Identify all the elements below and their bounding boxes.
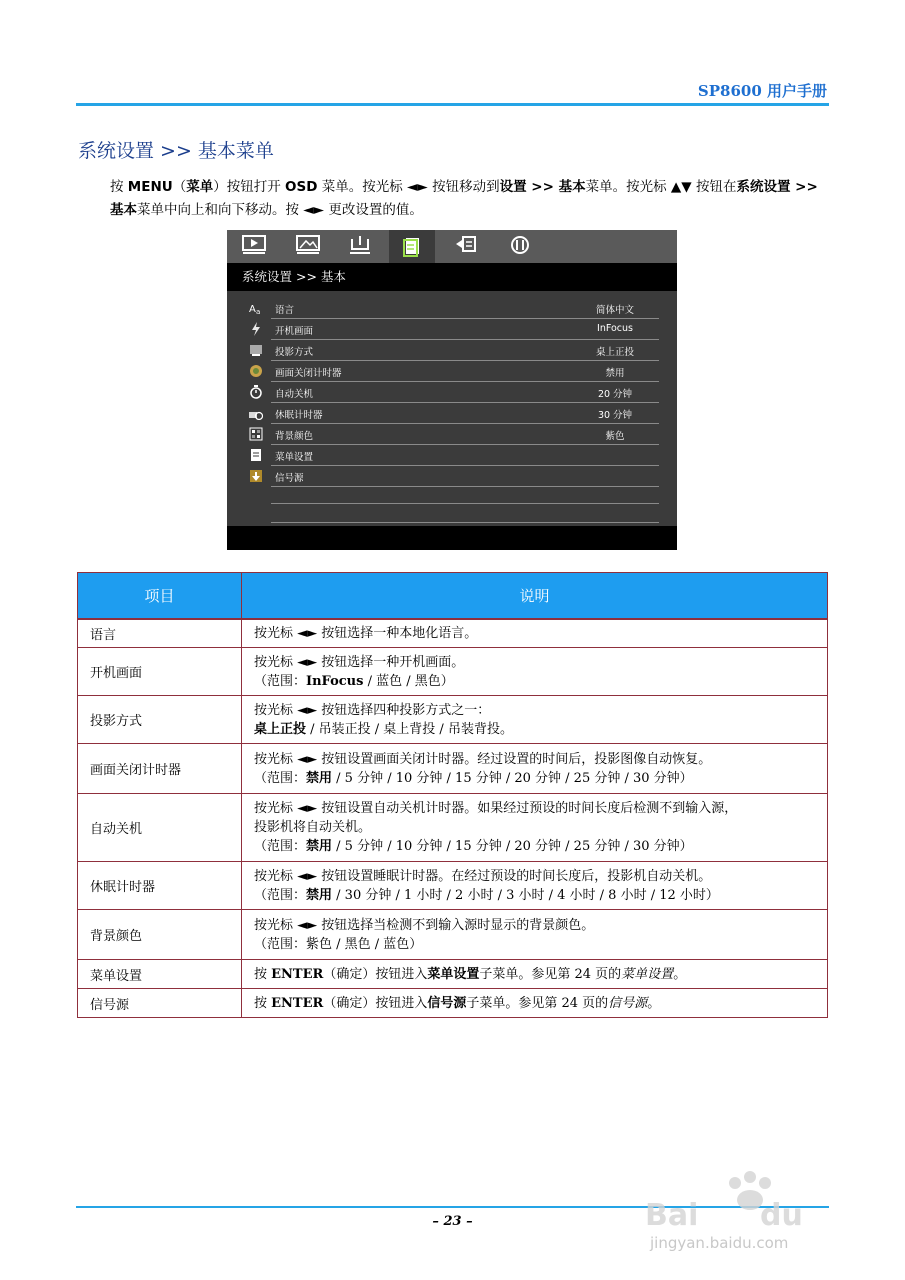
osd-item-blank-timer: 画面关闭计时器 禁用 (249, 362, 659, 382)
description-table (77, 572, 828, 1018)
header-title: SP8600 用户手册 (697, 82, 827, 100)
osd-item-sleep-timer: 休眠计时器 30 分钟 (249, 404, 659, 424)
language-icon (249, 301, 263, 315)
table-row: 信号源 按 ENTER（确定）按钮进入信号源子菜单。参见第 24 页的信号源。 (78, 989, 828, 1018)
image-icon (295, 233, 321, 257)
system-icon (389, 230, 435, 263)
osd-item-source: 信号源 (249, 467, 659, 487)
osd-item-auto-power-off: 自动关机 20 分钟 (249, 383, 659, 403)
header-rule (76, 103, 829, 106)
watermark-url: jingyan.baidu.com (650, 1234, 789, 1252)
sleep-timer-icon (249, 406, 263, 420)
table-row: 菜单设置 按 ENTER（确定）按钮进入菜单设置子菜单。参见第 24 页的菜单设置。 (78, 960, 828, 989)
info-icon (507, 233, 533, 257)
osd-tab-bar (227, 230, 677, 263)
table-header-row (78, 573, 828, 620)
osd-item-splash: 开机画面 InFocus (249, 320, 659, 340)
osd-title: 系统设置 >> 基本 (227, 263, 677, 291)
splash-icon (249, 322, 263, 336)
osd-menu-screenshot (227, 230, 677, 550)
osd-item-background-color: 背景颜色 紫色 (249, 425, 659, 445)
blank-timer-icon (249, 364, 263, 378)
osd-item-language: A a 语言 简体中文 (249, 299, 659, 319)
col-header-item: 项目 (78, 573, 242, 620)
table-row: 开机画面 按光标 ◄► 按钮选择一种开机画面。 （范围：InFocus / 蓝色 / 黑色） (78, 648, 828, 696)
osd-item-menu-settings: 菜单设置 (249, 446, 659, 466)
osd-item-projection: 投影方式 桌上正投 (249, 341, 659, 361)
projection-icon (249, 343, 263, 357)
menu-settings-icon (249, 448, 263, 462)
table-row: 投影方式 按光标 ◄► 按钮选择四种投影方式之一： 桌上正投 / 吊装正投 / 桌上背投 / 吊装背投。 (78, 696, 828, 744)
svg-text:Bai: Bai (645, 1198, 699, 1233)
osd-bottom-bar (227, 526, 677, 550)
page-number: – 23 – (432, 1214, 473, 1229)
setup-icon (347, 233, 373, 257)
intro-paragraph: 按 MENU（菜单）按钮打开 OSD 菜单。按光标 ◄► 按钮移动到设置 >> 基本菜单。按光标 ▲▼ 按钮在系统设置 >> 基本菜单中向上和向下移动。按 ◄► 更改设置的值。 (110, 179, 818, 218)
svg-text:A: A (249, 304, 256, 315)
table-row: 画面关闭计时器 按光标 ◄► 按钮设置画面关闭计时器。经过设置的时间后，投影图像自动恢复。 （范围：禁用 / 5 分钟 / 10 分钟 / 15 分钟 / 20 分钟 / 25 分钟 / 30 分钟） (78, 744, 828, 794)
source-icon (249, 469, 263, 483)
auto-power-off-icon (249, 385, 263, 399)
table-row: 背景颜色 按光标 ◄► 按钮选择当检测不到输入源时显示的背景颜色。 （范围：紫色 / 黑色 / 蓝色） (78, 910, 828, 960)
picture-icon (241, 233, 267, 257)
background-color-icon (249, 427, 263, 441)
table-row: 语言 按光标 ◄► 按钮选择一种本地化语言。 (78, 619, 828, 648)
svg-text:du: du (760, 1198, 803, 1233)
section-title: 系统设置 >> 基本菜单 (78, 140, 274, 162)
table-row: 自动关机 按光标 ◄► 按钮设置自动关机计时器。如果经过预设的时间长度后检测不到输入源， 投影机将自动关机。 （范围：禁用 / 5 分钟 / 10 分钟 / 15 分钟 / 20 分钟 / 25 分钟 / 30 分钟） (78, 794, 828, 862)
col-header-desc: 说明 (242, 573, 828, 620)
advanced-icon (453, 233, 479, 257)
svg-text:a: a (256, 308, 261, 315)
table-row: 休眠计时器 按光标 ◄► 按钮设置睡眠计时器。在经过预设的时间长度后，投影机自动关机。 （范围：禁用 / 30 分钟 / 1 小时 / 2 小时 / 3 小时 / 4 小时 / 8 小时 / 12 小时） (78, 862, 828, 910)
